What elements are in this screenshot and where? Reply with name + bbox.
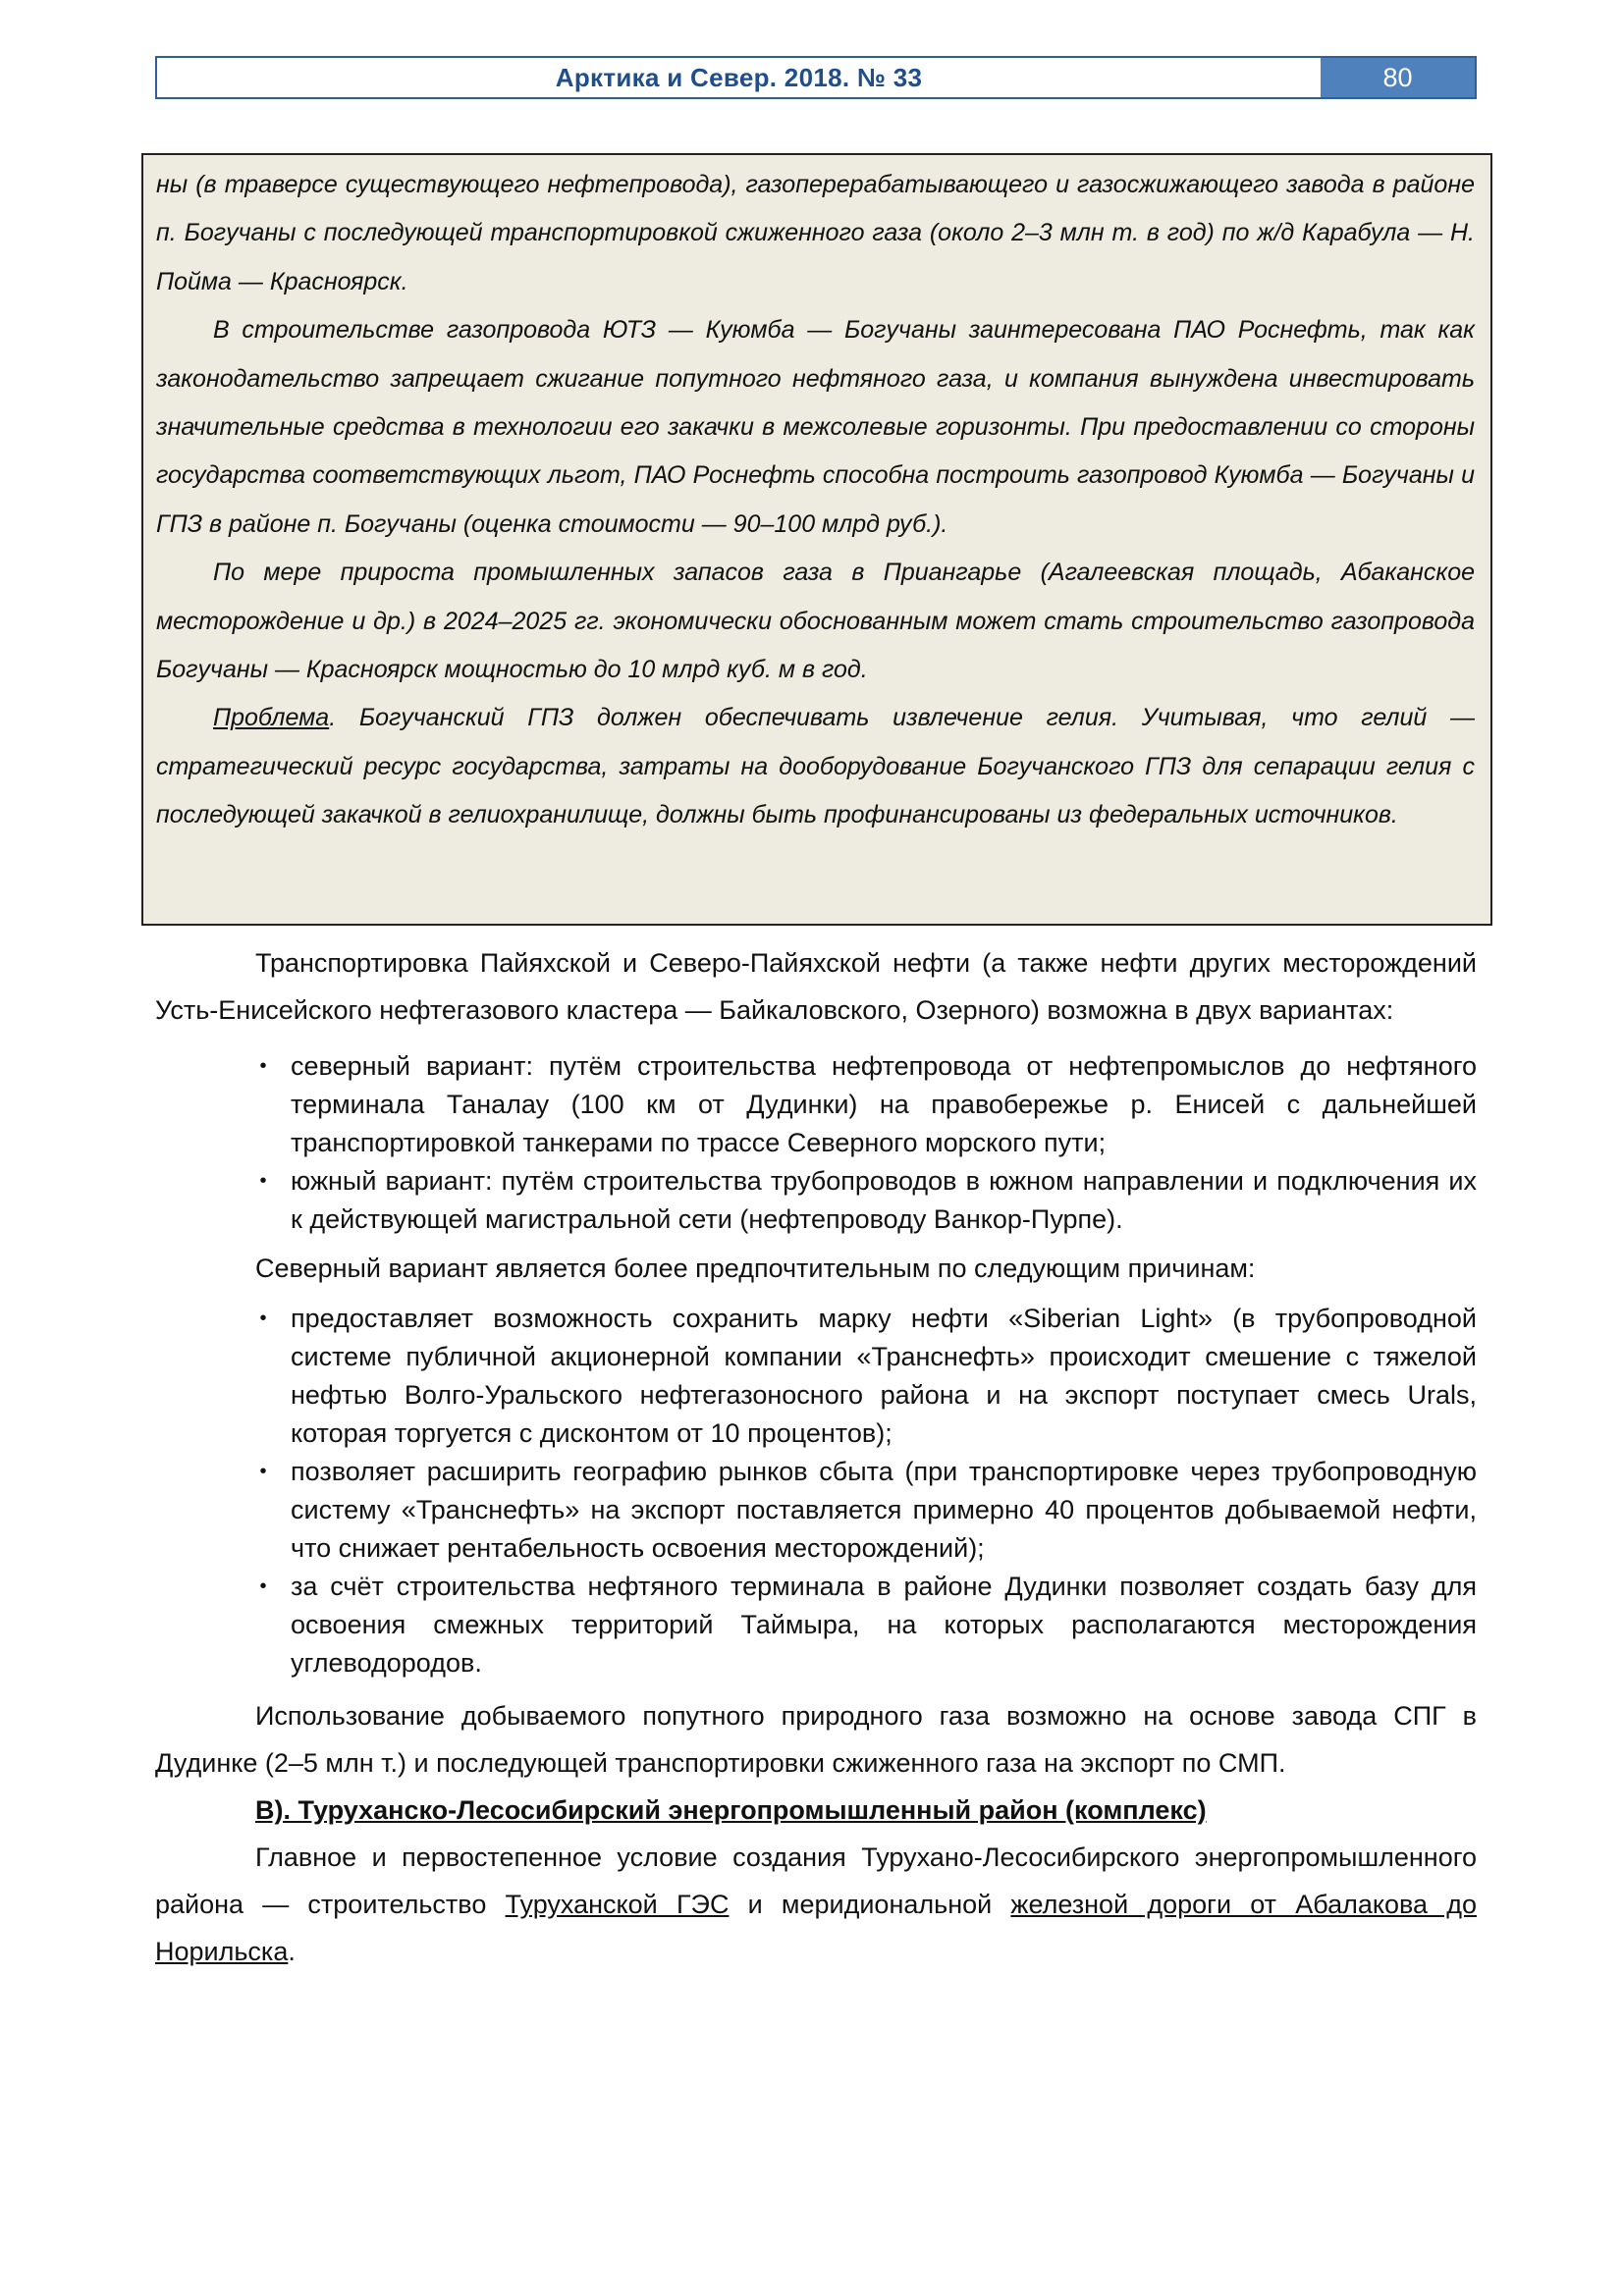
box-paragraph-1: ны (в траверсе существующего нефтепровода), газоперерабатывающего и газосжижающего завода в районе п. Богучаны с последующей транспортировкой сжиженного газа (около 2–3 млн т. в год) по ж/д Карабула — Н. Пойма — Красноярск. xyxy=(156,171,1475,295)
list-item: • северный вариант: путём строительства нефтепровода от нефтепромыслов до нефтяного терминала Таналау (100 км от Дудинки) на правобережье р. Енисей с дальнейшей транспортировкой танкерами по трассе Северного морского пути; xyxy=(155,1047,1477,1162)
list-item: • за счёт строительства нефтяного терминала в районе Дудинки позволяет создать базу для освоения смежных территорий Таймыра, на которых располагаются месторождения углеводородов. xyxy=(155,1568,1477,1682)
reasons-intro: Северный вариант является более предпочтительным по следующим причинам: xyxy=(255,1254,1256,1283)
turukhansk-ges-link: Туруханской ГЭС xyxy=(505,1890,730,1919)
bullet-icon: • xyxy=(259,1308,267,1329)
journal-title: Арктика и Север. 2018. № 33 xyxy=(555,63,923,92)
gas-paragraph: Использование добываемого попутного природного газа возможно на основе завода СПГ в Дудинке (2–5 млн т.) и последующей транспортировки сжиженного газа на экспорт по СМП. xyxy=(155,1701,1477,1778)
variants-list xyxy=(155,1047,1477,1239)
list-item: • предоставляет возможность сохранить марку нефти «Siberian Light» (в трубопроводной системе публичной акционерной компании «Транснефть» происходит смешение с тяжелой нефтью Волго-Уральского нефтегазоносного района и на экспорт поступает смесь Urals, которая торгуется с дисконтом от 10 процентов); xyxy=(155,1300,1477,1453)
bullet-icon: • xyxy=(259,1461,267,1482)
problem-label: Проблема xyxy=(213,704,330,732)
problem-text: . Богучанский ГПЗ должен обеспечивать извлечение гелия. Учитывая, что гелий — стратегический ресурс государства, затраты на дооборудование Богучанского ГПЗ для сепарации гелия с последующей закачкой в гелиохранилище, должны быть профинансированы из федеральных источников. xyxy=(156,704,1475,829)
list-item: • южный вариант: путём строительства трубопроводов в южном направлении и подключения их к действующей магистральной сети (нефтепроводу Ванкор-Пурпе). xyxy=(155,1162,1477,1239)
page-number: 80 xyxy=(1321,58,1475,97)
railway-link: железной дороги от Абалакова до Норильска xyxy=(155,1890,1478,1966)
final-paragraph: Главное и первостепенное условие создания Турухано-Лесосибирского энергопромышленного района — строительство Туруханской ГЭС и меридиональной железной дороги от Абалакова до Норильска. xyxy=(155,1842,1478,1966)
bullet-icon: • xyxy=(259,1575,267,1597)
italic-sidebar-box xyxy=(141,153,1492,926)
section-heading: В). Туруханско-Лесосибирский энергопромышленный район (комплекс) xyxy=(255,1795,1207,1825)
journal-header xyxy=(155,56,1477,99)
bullet-icon: • xyxy=(259,1055,267,1077)
list-item: • позволяет расширить географию рынков сбыта (при транспортировке через трубопроводную систему «Транснефть» на экспорт поставляется примерно 40 процентов добываемой нефти, что снижает рентабельность освоения месторождений); xyxy=(155,1453,1477,1568)
box-paragraph-3: По мере прироста промышленных запасов газа в Приангарье (Агалеевская площадь, Абаканское месторождение и др.) в 2024–2025 гг. экономически обоснованным может стать строительство газопровода Богучаны — Красноярск мощностью до 10 млрд куб. м в год. xyxy=(156,559,1475,684)
box-paragraph-2: В строительстве газопровода ЮТЗ — Куюмба — Богучаны заинтересована ПАО Роснефть, так как законодательство запрещает сжигание попутного нефтяного газа, и компания вынуждена инвестировать значительные средства в технологии его закачки в межсолевые горизонты. При предоставлении со стороны государства соответствующих льгот, ПАО Роснефть способна построить газопровод Куюмба — Богучаны и ГПЗ в районе п. Богучаны (оценка стоимости — 90–100 млрд руб.). xyxy=(156,316,1475,538)
bullet-icon: • xyxy=(259,1170,267,1192)
box-paragraph-4 xyxy=(156,694,1475,839)
main-text xyxy=(155,939,1477,1975)
intro-paragraph: Транспортировка Пайяхской и Северо-Пайяхской нефти (а также нефти других месторождений Усть-Енисейского нефтегазового кластера — Байкаловского, Озерного) возможна в двух вариантах: xyxy=(155,948,1477,1025)
reasons-list xyxy=(155,1300,1477,1682)
